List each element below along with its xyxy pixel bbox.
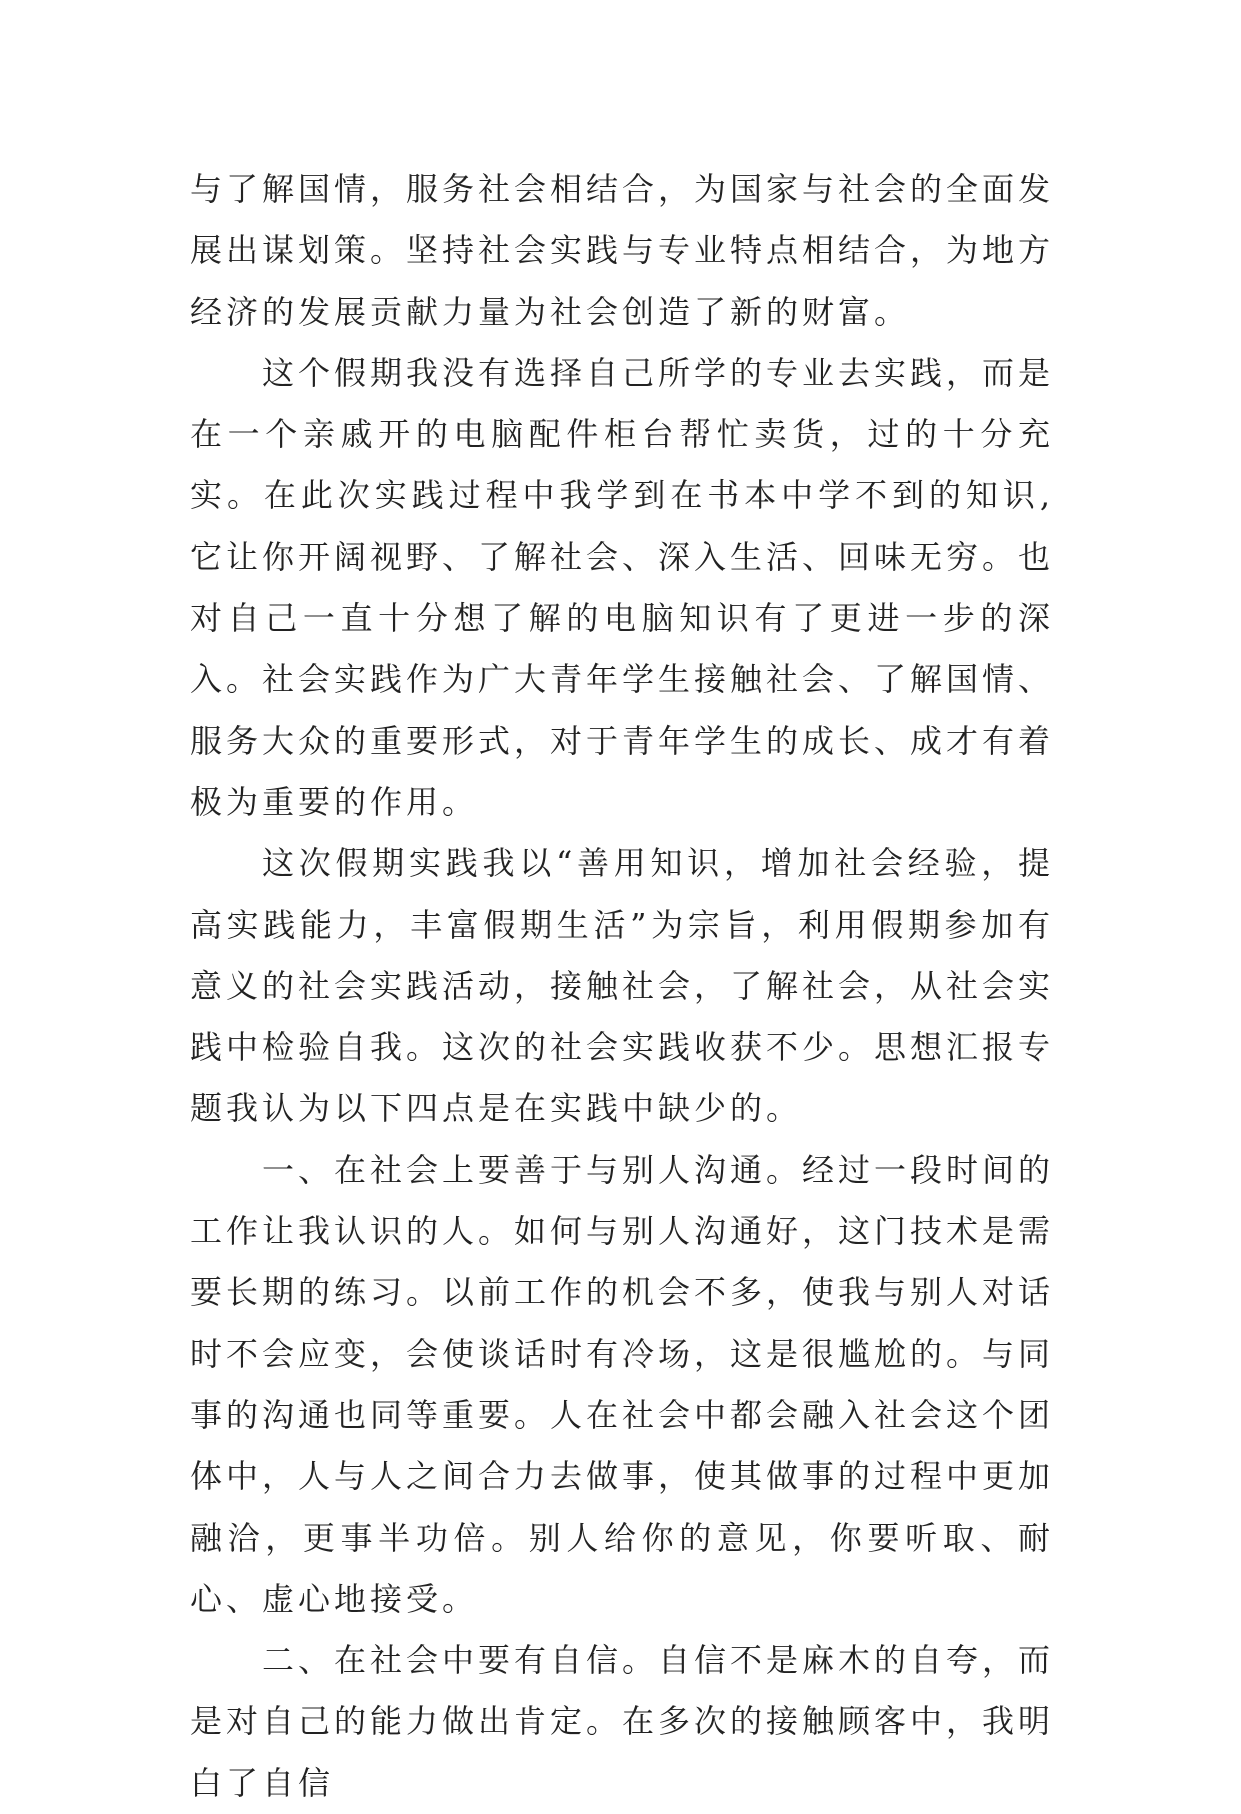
paragraph-2: 这个假期我没有选择自己所学的专业去实践，而是在一个亲戚开的电脑配件柜台帮忙卖货，过的十分充实。在此次实践过程中我学到在书本中学不到的知识,它让你开阔视野、了解社会、深入生活、回味无穷。也对自己一直十分想了解的电脑知识有了更进一步的深入。社会实践作为广大青年学生接触社会、了解国情、服务大众的重要形式，对于青年学生的成长、成才有着极为重要的作用。 — [190, 353, 1055, 821]
paragraph-1: 与了解国情，服务社会相结合，为国家与社会的全面发展出谋划策。坚持社会实践与专业特点相结合，为地方经济的发展贡献力量为社会创造了新的财富。 — [190, 170, 1055, 331]
paragraph-5: 二、在社会中要有自信。自信不是麻木的自夸，而是对自己的能力做出肯定。在多次的接触顾客中，我明白了自信 — [190, 1641, 1055, 1802]
paragraph-4: 一、在社会上要善于与别人沟通。经过一段时间的工作让我认识的人。如何与别人沟通好，这门技术是需要长期的练习。以前工作的机会不多，使我与别人对话时不会应变，会使谈话时有冷场，这是很尴尬的。与同事的沟通也同等重要。人在社会中都会融入社会这个团体中，人与人之间合力去做事，使其做事的过程中更加融洽，更事半功倍。别人给你的意见，你要听取、耐心、虚心地接受。 — [190, 1150, 1055, 1618]
paragraph-3: 这次假期实践我以“善用知识，增加社会经验，提高实践能力，丰富假期生活”为宗旨，利用假期参加有意义的社会实践活动，接触社会，了解社会，从社会实践中检验自我。这次的社会实践收获不少。思想汇报专题我认为以下四点是在实践中缺少的。 — [190, 844, 1055, 1128]
body-text — [190, 159, 1054, 1814]
